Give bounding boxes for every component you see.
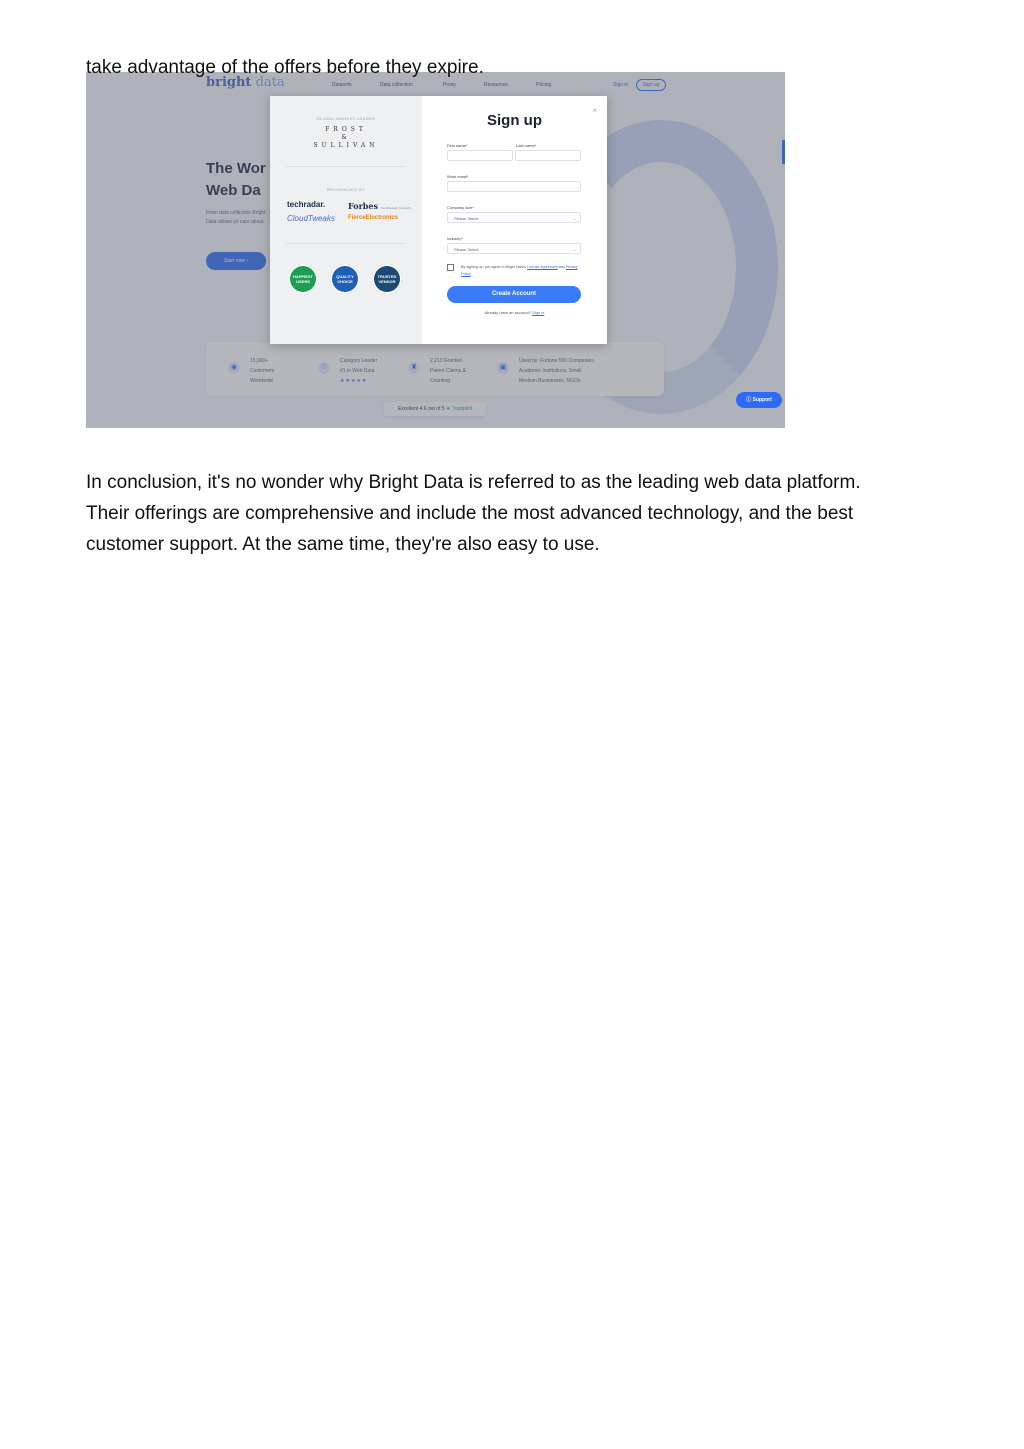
- sullivan-text: SULLIVAN: [313, 142, 379, 149]
- stat-text: 15,000+: [250, 358, 269, 364]
- forbes-sub-text: Technology Council: [380, 206, 411, 210]
- first-name-field[interactable]: [447, 150, 513, 161]
- already-text: Already have an account?: [484, 310, 531, 315]
- stat-text: Customers: [250, 368, 275, 374]
- trustpilot-rating: Excellent 4.6 out of 5: [397, 406, 445, 412]
- divider: [286, 166, 406, 167]
- stat-text: Medium Businesses, NGOs: [519, 378, 581, 384]
- badge-label: QUALITY CHOICE: [336, 274, 354, 284]
- stat-text: Academic Institutions, Small: [519, 368, 582, 374]
- badge-label: HAPPIEST USERS: [292, 274, 313, 284]
- signup-form: [422, 96, 607, 344]
- recognized-by-caption: RECOGNIZED BY: [326, 187, 366, 192]
- conclusion-line: In conclusion, it's no wonder why Bright Data is referred to as the leading web data platform.: [86, 472, 861, 493]
- create-account-button[interactable]: Create Account: [447, 286, 581, 303]
- hero-subtitle: From data collection Bright Data allows yo care about.: [206, 210, 266, 225]
- divider: [286, 243, 406, 244]
- already-account-text: [422, 310, 607, 315]
- sign-in-link[interactable]: Sign in: [532, 310, 545, 315]
- logo-bold-text: bright: [206, 75, 252, 90]
- conclusion-line: Their offerings are comprehensive and include the most advanced technology, and the best: [86, 503, 854, 524]
- stat-text: 2,213 Granted: [430, 358, 462, 364]
- first-name-label: First name*: [447, 143, 468, 148]
- nav-datasets[interactable]: Datasets: [332, 82, 352, 88]
- trusted-vendor-badge: [372, 264, 402, 294]
- chevron-down-icon: ⌄: [572, 216, 576, 221]
- industry-select[interactable]: [447, 243, 581, 254]
- signup-screenshot: [86, 72, 785, 428]
- nav-resources[interactable]: Resources: [484, 82, 508, 88]
- forbes-logo: [348, 201, 411, 211]
- trophy-icon: ♡: [318, 362, 330, 374]
- frost-text: FROST: [325, 126, 367, 133]
- stat-text: Used by: Fortune 500 Companies,: [519, 358, 596, 364]
- work-email-field[interactable]: [447, 181, 581, 192]
- nav-proxy[interactable]: Proxy: [443, 82, 456, 88]
- close-icon[interactable]: ×: [592, 106, 597, 115]
- select-placeholder: Please Select: [454, 216, 479, 221]
- industry-label: Industry*: [447, 236, 463, 241]
- logo-thin-text: data: [251, 75, 285, 90]
- building-icon: ▣: [497, 362, 509, 374]
- conclusion-line: customer support. At the same time, they're also easy to use.: [86, 534, 600, 555]
- quality-choice-badge: [330, 264, 360, 294]
- privacy-policy-link[interactable]: Privacy Policy: [461, 265, 578, 276]
- stat-text: Category Leader: [340, 358, 378, 364]
- frost-sullivan-logo: [270, 126, 422, 150]
- terms-checkbox[interactable]: [447, 264, 454, 271]
- hero-title-line-2: Web Da: [206, 182, 261, 199]
- forbes-text: Forbes: [348, 201, 378, 211]
- stat-text: Worldwide: [250, 378, 274, 384]
- last-name-label: Last name*: [516, 143, 537, 148]
- frost-amp: &: [341, 134, 351, 141]
- fierce-electronics-logo: FierceElectronics: [348, 215, 399, 221]
- start-now-button[interactable]: Start now ›: [206, 252, 266, 270]
- nav-pricing[interactable]: Pricing: [536, 82, 552, 88]
- modal-recognition-panel: [270, 96, 422, 344]
- license-agreement-link[interactable]: License Agreement: [527, 265, 558, 269]
- trustpilot-logo: ★ Trustpilot: [445, 406, 473, 412]
- nav-signup-button[interactable]: Sign up: [636, 79, 666, 91]
- support-button[interactable]: ⓘ Support: [736, 392, 782, 408]
- hero-title-line-1: The Wor: [206, 160, 266, 177]
- select-placeholder: Please Select: [454, 247, 479, 252]
- signup-modal: [270, 96, 607, 344]
- market-leader-caption: GLOBAL MARKET LEADER: [316, 116, 376, 121]
- rating-stars: ★★★★★: [340, 378, 368, 384]
- badge-label: TRUSTED VENDOR: [377, 274, 397, 284]
- terms-text: [461, 264, 586, 278]
- stat-text: Counting: [430, 378, 451, 384]
- nav-data-collection[interactable]: Data collection: [380, 82, 413, 88]
- signup-title: Sign up: [487, 112, 542, 129]
- nav-signin-link[interactable]: Sign in: [613, 82, 629, 88]
- intro-line: take advantage of the offers before they expire.: [86, 57, 484, 78]
- stat-text: Patent Claims &: [430, 368, 466, 374]
- cloudtweaks-logo: CloudTweaks: [287, 214, 335, 223]
- last-name-field[interactable]: [515, 150, 581, 161]
- terms-text-part: By signing up, you agree to Bright Data's: [461, 265, 527, 269]
- patent-icon: ♜: [408, 362, 420, 374]
- conclusion-paragraph: [86, 467, 946, 560]
- work-email-label: Work email*: [447, 174, 469, 179]
- company-size-select[interactable]: [447, 212, 581, 223]
- customers-icon: ◉: [228, 362, 240, 374]
- chevron-down-icon: ⌄: [572, 247, 576, 252]
- happiest-users-badge: [288, 264, 318, 294]
- techradar-logo: techradar.: [287, 200, 326, 209]
- terms-text-part: and: [558, 265, 565, 269]
- stat-text: #1 in Web Data: [340, 368, 375, 374]
- company-size-label: Company size*: [447, 205, 474, 210]
